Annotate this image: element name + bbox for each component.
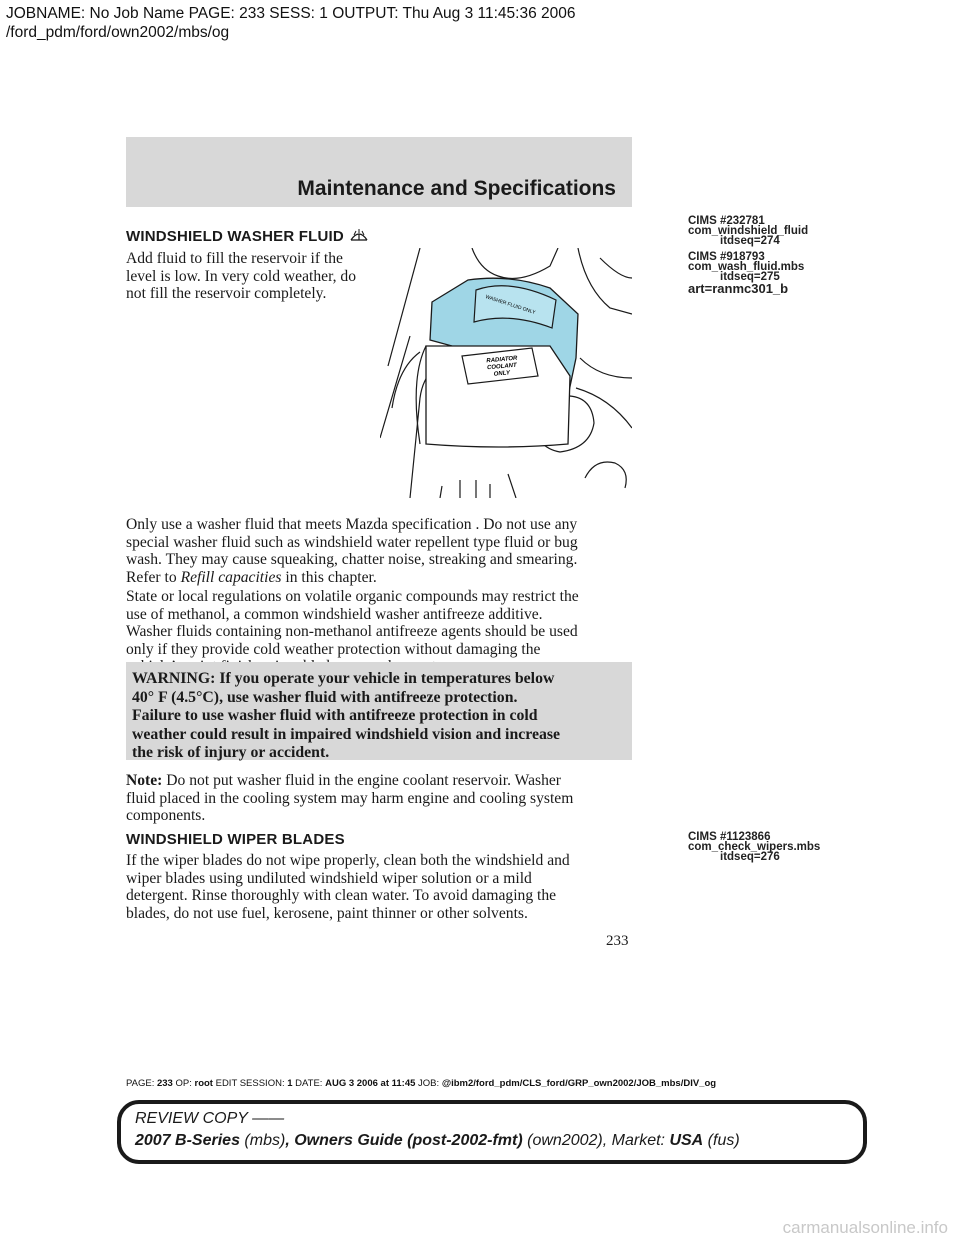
washer-para-1-line: special washer fluid such as windshield water repellent type fluid or bug	[126, 533, 578, 551]
reservoir-illustration	[380, 248, 632, 498]
wiper-line: detergent. Rinse thoroughly with clean water. To avoid damaging the	[126, 887, 557, 904]
wiper-para	[126, 852, 636, 922]
job-header-line2: /ford_pdm/ford/own2002/mbs/og	[6, 24, 230, 41]
cims-line: itdseq=275	[720, 271, 780, 283]
review-market: USA	[669, 1132, 704, 1149]
footer-op-label: OP:	[175, 1078, 192, 1089]
refer-prefix: Refer to	[126, 568, 181, 586]
review-model-code: (mbs)	[244, 1132, 286, 1149]
cims-line: CIMS #918793	[688, 251, 765, 263]
note-line: Do not put washer fluid in the engine coolant reservoir. Washer	[166, 772, 561, 789]
review-market-label: , Market:	[602, 1132, 670, 1149]
footer-date-label: DATE:	[295, 1078, 323, 1089]
review-guide: Owners Guide (post-2002-fmt)	[294, 1132, 523, 1149]
washer-para-1	[126, 516, 636, 586]
footer-session: 1	[287, 1078, 293, 1089]
warning-line: 40° F (4.5°C), use washer fluid with antifreeze protection.	[132, 688, 518, 706]
footer-page-label: PAGE:	[126, 1078, 155, 1089]
review-market-code: (fus)	[707, 1132, 740, 1149]
cims-block-2	[688, 832, 820, 862]
coolant-label-line: ONLY	[493, 370, 511, 378]
cims-line: com_windshield_fluid	[688, 225, 809, 237]
cims-line: com_wash_fluid.mbs	[688, 261, 805, 273]
review-guide-code: (own2002)	[527, 1132, 603, 1149]
refill-capacities-link[interactable]: Refill capacities	[180, 568, 282, 586]
warning-line: WARNING: If you operate your vehicle in temperatures below	[132, 670, 555, 687]
cims-line: com_check_wipers.mbs	[688, 841, 821, 853]
warning-line: Failure to use washer fluid with antifreeze protection in cold	[132, 707, 538, 724]
footer-metadata	[126, 1078, 716, 1089]
review-copy-details	[135, 1132, 740, 1150]
cims-block-1	[688, 216, 808, 295]
job-header	[6, 4, 575, 42]
review-model: 2007 B-Series	[135, 1132, 240, 1149]
job-header-line1: JOBNAME: No Job Name PAGE: 233 SESS: 1 OUTPUT: Thu Aug 3 11:45:36 2006	[6, 5, 576, 22]
footer-date: AUG 3 2006 at 11:45	[325, 1078, 416, 1089]
note-line: components.	[126, 807, 206, 824]
washer-para-2-line: use of methanol, a common windshield washer antifreeze additive.	[126, 605, 543, 623]
washer-para-2-line: State or local regulations on volatile organic compounds may restrict the	[126, 588, 579, 605]
note-line: fluid placed in the cooling system may harm engine and cooling system	[126, 789, 574, 807]
cims-line: itdseq=276	[720, 851, 780, 863]
washer-para-2-line: Washer fluids containing non-methanol antifreeze agents should be used	[126, 623, 578, 640]
washer-fluid-heading-text: WINDSHIELD WASHER FLUID	[126, 228, 344, 245]
washer-para-2-line: only if they provide cold weather protection without damaging the	[126, 640, 541, 658]
washer-intro-line: not fill the reservoir completely.	[126, 285, 327, 302]
wiper-blades-heading: WINDSHIELD WIPER BLADES	[126, 831, 345, 848]
review-copy-box	[117, 1100, 867, 1164]
page-number: 233	[606, 933, 629, 949]
footer-page: 233	[156, 1078, 173, 1089]
section-title: Maintenance and Specifications	[297, 177, 616, 200]
washer-para-1-line: Only use a washer fluid that meets Mazda specification . Do not use any	[126, 516, 578, 533]
washer-intro	[126, 250, 376, 303]
footer-op: root	[194, 1078, 213, 1089]
washer-note	[126, 772, 636, 825]
washer-para-1-line: wash. They may cause squeaking, chatter noise, streaking and smearing.	[126, 551, 578, 568]
refer-suffix: in this chapter.	[281, 568, 377, 586]
section-band	[126, 137, 632, 207]
watermark: carmanualsonline.info	[782, 1218, 948, 1237]
warning-box	[126, 662, 632, 760]
washer-cap-label: WASHER FLUID ONLY	[484, 294, 537, 316]
footer-job-label: JOB:	[418, 1078, 440, 1089]
coolant-label-line: RADIATOR	[486, 355, 518, 365]
washer-intro-line: level is low. In very cold weather, do	[126, 267, 357, 285]
washer-fluid-heading	[126, 226, 369, 245]
washer-intro-line: Add fluid to fill the reservoir if the	[126, 250, 343, 267]
footer-session-label: EDIT SESSION:	[215, 1078, 285, 1089]
coolant-label-line: COOLANT	[486, 362, 517, 372]
warning-line: the risk of injury or accident.	[132, 744, 330, 761]
warning-line: weather could result in impaired windshield vision and increase	[132, 725, 561, 743]
cims-line: CIMS #1123866	[688, 831, 771, 843]
note-label: Note:	[126, 772, 163, 789]
cims-line: art=ranmc301_b	[688, 281, 789, 296]
wiper-line: If the wiper blades do not wipe properly, clean both the windshield and	[126, 852, 570, 869]
review-copy-label: REVIEW COPY ——	[135, 1110, 285, 1127]
wiper-line: wiper blades using undiluted windshield wiper solution or a mild	[126, 869, 532, 887]
review-sep: ,	[285, 1132, 295, 1149]
cims-line: CIMS #232781	[688, 215, 765, 227]
footer-job: @ibm2/ford_pdm/CLS_ford/GRP_own2002/JOB_mbs/DIV_og	[441, 1078, 717, 1089]
cims-line: itdseq=274	[720, 235, 780, 247]
wiper-line: blades, do not use fuel, kerosene, paint thinner or other solvents.	[126, 904, 528, 922]
washer-fluid-icon	[349, 226, 369, 244]
